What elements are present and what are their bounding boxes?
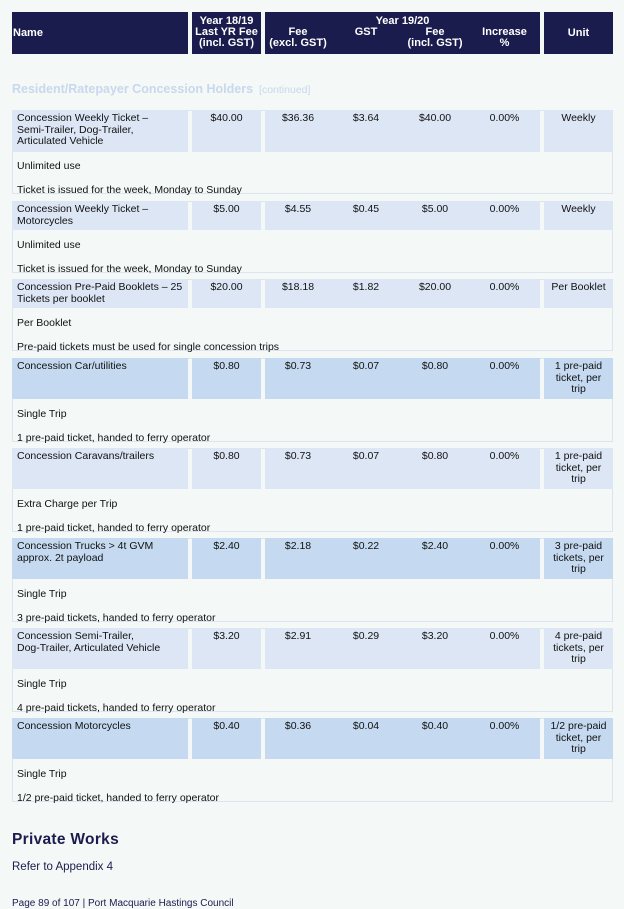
table-header-unit [544, 12, 613, 54]
section-title-text: Resident/Ratepayer Concession Holders [12, 82, 254, 96]
cell-fee-excl: $4.55 [265, 201, 331, 230]
cell-prev-fee: $0.80 [192, 358, 261, 399]
cell-fee-incl: $0.40 [401, 718, 469, 759]
unit-line: trip [571, 563, 586, 575]
table-header-prev-year [192, 12, 261, 54]
cell-fee-excl: $0.73 [265, 448, 331, 489]
name-line: Concession Weekly Ticket – [17, 112, 149, 124]
cell-increase: 0.00% [469, 718, 540, 759]
name-line: Motorcycles [17, 214, 74, 227]
row-note: Extra Charge per Trip [17, 498, 118, 510]
name-line: Articulated Vehicle [17, 135, 104, 147]
fee-row [12, 279, 613, 351]
cell-name [12, 279, 188, 308]
row-note: Ticket is issued for the week, Monday to Sunday [17, 263, 242, 275]
unit-line: ticket, per [555, 731, 602, 744]
fee-row [12, 358, 613, 442]
cell-gst: $0.07 [331, 448, 401, 489]
row-note: Single Trip [17, 678, 67, 690]
private-works-heading: Private Works [12, 831, 119, 848]
header-gst: GST [354, 26, 378, 38]
header-fee-incl-line1: Fee [425, 26, 445, 38]
cell-unit [544, 448, 613, 489]
row-note: Unlimited use [17, 160, 81, 172]
cell-fee-incl: $0.80 [401, 448, 469, 489]
unit-line: trip [571, 743, 586, 755]
name-line: Concession Car/utilities [17, 360, 127, 372]
header-curr-year: Year 19/20 [375, 15, 430, 27]
cell-name [12, 718, 188, 759]
cell-unit [544, 358, 613, 399]
fee-row [12, 110, 613, 194]
fee-row [12, 201, 613, 273]
fee-row [12, 718, 613, 802]
cell-increase: 0.00% [469, 628, 540, 669]
cell-name [12, 358, 188, 399]
cell-fee-incl: $0.80 [401, 358, 469, 399]
cell-prev-fee: $5.00 [192, 201, 261, 230]
cell-name [12, 448, 188, 489]
unit-line: ticket, per [555, 461, 602, 474]
cell-unit [544, 718, 613, 759]
unit-line: tickets, per [553, 551, 604, 564]
name-line: Dog-Trailer, Articulated Vehicle [17, 641, 161, 654]
cell-increase: 0.00% [469, 279, 540, 308]
cell-fee-excl: $2.18 [265, 538, 331, 579]
name-line: Concession Motorcycles [17, 720, 131, 732]
cell-prev-fee: $40.00 [192, 110, 261, 152]
name-line: Concession Trucks > 4t GVM [17, 540, 154, 552]
section-title [12, 82, 310, 96]
cell-increase: 0.00% [469, 201, 540, 230]
cell-prev-fee: $2.40 [192, 538, 261, 579]
row-note: Unlimited use [17, 239, 81, 251]
header-prev-fee-line1: Last YR Fee [195, 26, 258, 38]
fee-row [12, 628, 613, 712]
name-line: Tickets per booklet [17, 292, 105, 305]
private-works-text: Refer to Appendix 4 [12, 861, 114, 873]
row-note: 1 pre-paid ticket, handed to ferry operator [17, 432, 211, 444]
fee-row [12, 448, 613, 532]
cell-prev-fee: $0.80 [192, 448, 261, 489]
cell-fee-excl: $0.36 [265, 718, 331, 759]
cell-gst: $0.04 [331, 718, 401, 759]
cell-name [12, 538, 188, 579]
section-continued: [continued] [259, 84, 311, 96]
unit-line: ticket, per [555, 371, 602, 384]
unit-line: 1 pre-paid [554, 360, 603, 372]
cell-unit [544, 201, 613, 230]
cell-fee-incl: $20.00 [401, 279, 469, 308]
row-note: Single Trip [17, 588, 67, 600]
unit-line: trip [571, 473, 586, 485]
row-note: Per Booklet [17, 317, 72, 329]
unit-line: Weekly [561, 203, 596, 215]
cell-increase: 0.00% [469, 448, 540, 489]
unit-line: Per Booklet [551, 281, 606, 293]
cell-prev-fee: $20.00 [192, 279, 261, 308]
cell-unit [544, 538, 613, 579]
row-note: Pre-paid tickets must be used for single concession trips [17, 341, 280, 353]
cell-gst: $3.64 [331, 110, 401, 152]
cell-gst: $0.07 [331, 358, 401, 399]
name-line: Concession Caravans/trailers [17, 450, 155, 462]
unit-line: 1/2 pre-paid [550, 720, 607, 732]
header-increase-line2: % [499, 37, 510, 49]
cell-fee-excl: $2.91 [265, 628, 331, 669]
cell-gst: $1.82 [331, 279, 401, 308]
cell-fee-incl: $40.00 [401, 110, 469, 152]
header-prev-year: Year 18/19 [199, 15, 254, 27]
unit-line: 1 pre-paid [554, 450, 603, 462]
unit-line: trip [571, 383, 586, 395]
row-note: Single Trip [17, 768, 67, 780]
row-note: 1/2 pre-paid ticket, handed to ferry operator [17, 792, 219, 804]
cell-fee-excl: $18.18 [265, 279, 331, 308]
row-note: 4 pre-paid tickets, handed to ferry operator [17, 702, 216, 714]
cell-gst: $0.29 [331, 628, 401, 669]
page-footer: Page 89 of 107 | Port Macquarie Hastings Council [12, 898, 234, 909]
cell-gst: $0.45 [331, 201, 401, 230]
name-line: Concession Semi-Trailer, [17, 630, 134, 642]
row-note: 3 pre-paid tickets, handed to ferry operator [17, 612, 216, 624]
unit-line: trip [571, 653, 586, 665]
cell-prev-fee: $3.20 [192, 628, 261, 669]
name-line: Concession Weekly Ticket – [17, 203, 149, 215]
cell-fee-incl: $2.40 [401, 538, 469, 579]
cell-unit [544, 110, 613, 152]
cell-name [12, 110, 188, 152]
name-line: approx. 2t payload [17, 551, 104, 564]
name-line: Concession Pre-Paid Booklets – 25 [17, 281, 183, 293]
cell-increase: 0.00% [469, 110, 540, 152]
table-header-name [12, 12, 188, 54]
row-note: Ticket is issued for the week, Monday to Sunday [17, 184, 242, 196]
cell-unit [544, 279, 613, 308]
header-prev-fee-line2: (incl. GST) [199, 37, 254, 49]
row-note: 1 pre-paid ticket, handed to ferry operator [17, 522, 211, 534]
cell-name [12, 628, 188, 669]
cell-prev-fee: $0.40 [192, 718, 261, 759]
unit-line: tickets, per [553, 641, 604, 654]
header-name-label: Name [13, 27, 43, 39]
cell-increase: 0.00% [469, 358, 540, 399]
name-line: Semi-Trailer, Dog-Trailer, [17, 123, 134, 136]
header-fee-incl-line2: (incl. GST) [407, 37, 463, 49]
cell-unit [544, 628, 613, 669]
unit-line: 3 pre-paid [554, 540, 603, 552]
header-fee-excl-line2: (excl. GST) [269, 37, 327, 49]
cell-fee-incl: $3.20 [401, 628, 469, 669]
cell-fee-incl: $5.00 [401, 201, 469, 230]
cell-gst: $0.22 [331, 538, 401, 579]
fee-row [12, 538, 613, 622]
unit-line: Weekly [561, 112, 596, 124]
header-increase-line1: Increase [482, 26, 527, 38]
cell-fee-excl: $36.36 [265, 110, 331, 152]
cell-name [12, 201, 188, 230]
row-note: Single Trip [17, 408, 67, 420]
table-header-curr-year [265, 12, 540, 54]
cell-increase: 0.00% [469, 538, 540, 579]
unit-line: 4 pre-paid [554, 630, 603, 642]
cell-fee-excl: $0.73 [265, 358, 331, 399]
header-unit: Unit [567, 27, 590, 39]
header-fee-excl-line1: Fee [288, 26, 308, 38]
